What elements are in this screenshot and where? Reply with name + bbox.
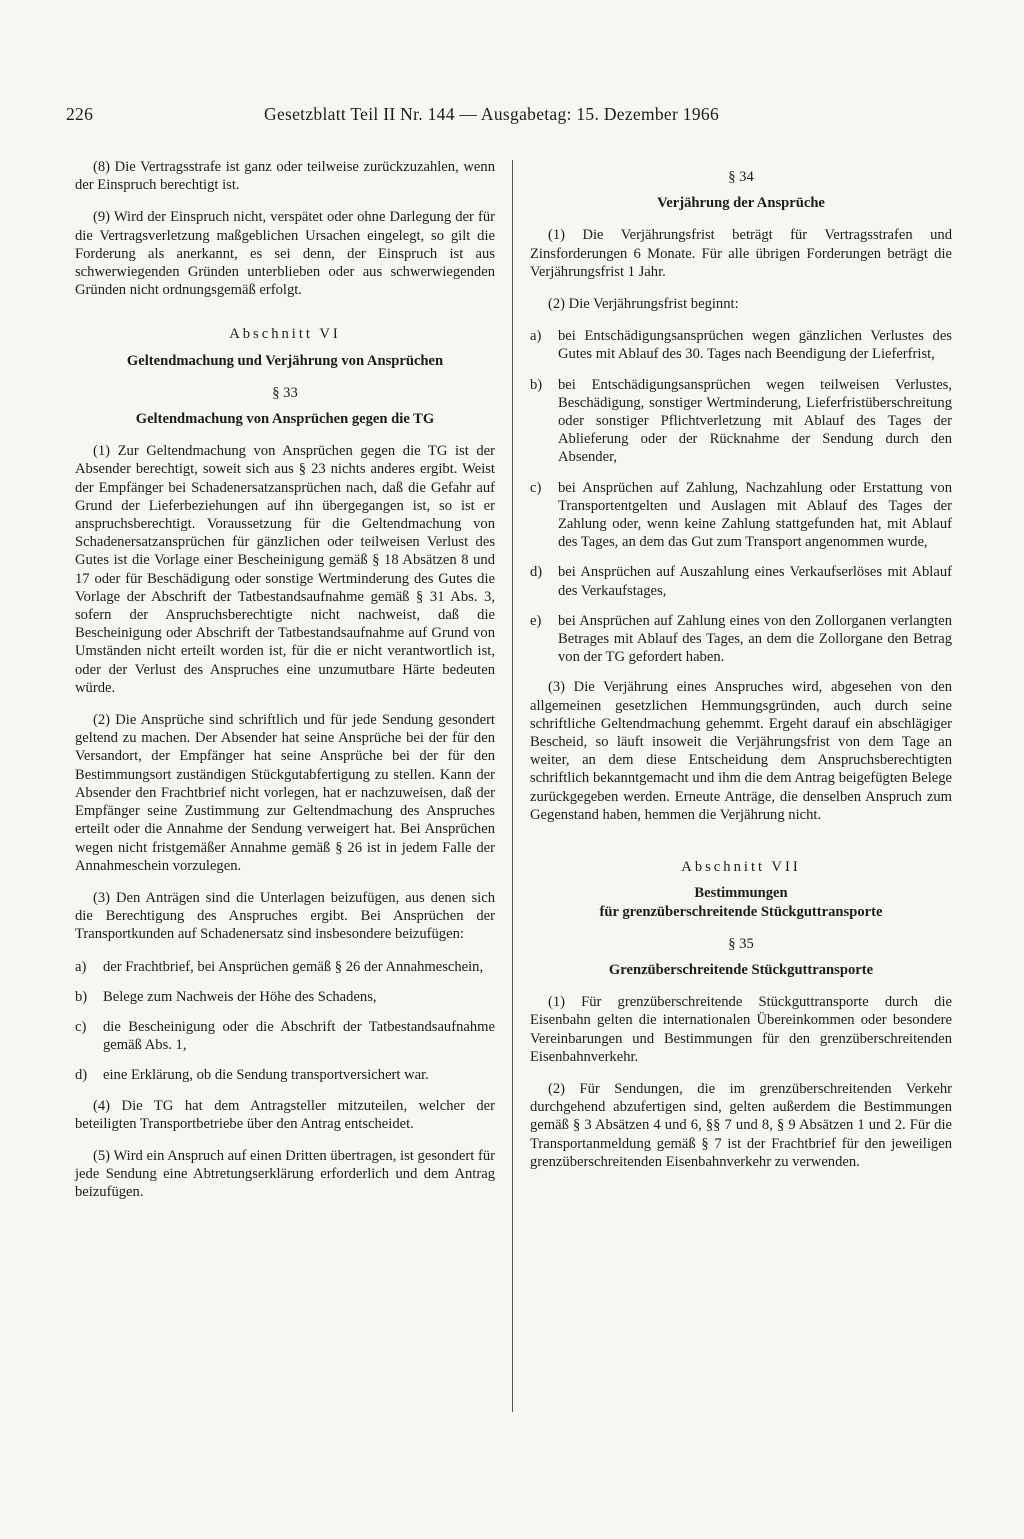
- section-34-paragraph-1: (1) Die Verjährungsfrist beträgt für Vertragsstrafen und Zinsforderungen 6 Monate. Für alle übrigen Forderungen beträgt die Verjährungsfrist 1 Jahr.: [530, 227, 952, 280]
- gazette-title: Gesetzblatt Teil II Nr. 144 — Ausgabetag: 15. Dezember 1966: [264, 104, 719, 124]
- section-33-paragraph-3: (3) Den Anträgen sind die Unterlagen beizufügen, aus denen sich die Berechtigung des Anspruches ergibt. Bei Ansprüchen der Transportkunden auf Schadenersatz sind insbesondere beizufügen:: [75, 889, 495, 943]
- right-column: [530, 158, 952, 1185]
- list-item-label: b): [530, 376, 543, 393]
- list-item-text: bei Ansprüchen auf Zahlung eines von den Zollorganen verlangten Betrages mit Ablauf des Tages, an dem die Zollorgane den Betrag von der TG gefordert haben.: [558, 612, 952, 666]
- list-item: [530, 563, 952, 599]
- abschnitt-vi-title: Geltendmachung und Verjährung von Ansprüchen: [126, 352, 444, 369]
- list-item: [75, 1018, 495, 1054]
- list-item: [75, 988, 495, 1006]
- left-column: [75, 158, 495, 1216]
- section-33-paragraph-5: (5) Wird ein Anspruch auf einen Dritten übertragen, ist gesondert für jede Sendung eine Abtretungserklärung erforderlich und dem Antrag beizufügen.: [75, 1147, 495, 1201]
- list-item: [530, 327, 952, 363]
- section-34-paragraph-3: (3) Die Verjährung eines Anspruches wird, abgesehen von den allgemeinen gesetzlichen Hemmungsgründen, auch durch seine schriftliche Geltendmachung gehemmt. Ergeht darauf ein abschlägiger Bescheid, so läuft insoweit die Verjährungsfrist von dem Tage an weiter, an dem diese Entscheidung dem Anspruchsberechtigten schriftlich bekanntgemacht und ihm die dem Antrag beigefügten Belege zurückgegeben werden. Erneute Anträge, die denselben Anspruch zum Gegenstand haben, hemmen die Verjährung nicht.: [530, 679, 952, 823]
- abschnitt-vii-title-line-1: Bestimmungen: [694, 885, 788, 902]
- section-33-label: § 33: [272, 384, 298, 401]
- list-item-label: a): [75, 958, 87, 975]
- section-35-title: Grenzüberschreitende Stückguttransporte: [608, 961, 874, 978]
- list-item-label: d): [530, 564, 543, 581]
- paragraph-8: (8) Die Vertragsstrafe ist ganz oder teilweise zurückzuzahlen, wenn der Einspruch berechtigt ist.: [75, 159, 495, 194]
- list-item-text: bei Entschädigungsansprüchen wegen teilweisen Verlustes, Beschädigung, sonstiger Wertminderung, Lieferfristüberschreitung oder sonstiger Pflichtverletzung mit Ablauf des Tages der Ablieferung oder der Rücknahme der Sendung durch den Absender,: [558, 376, 952, 466]
- list-item-text: bei Ansprüchen auf Zahlung, Nachzahlung oder Erstattung von Transportentgelten und Auslagen mit Ablauf des Tages der Zahlung oder, wenn keine Zahlung stattgefunden hat, mit Ablauf des Tages, an dem das Gut zum Transport angenommen wurde,: [558, 479, 952, 551]
- list-item-text: bei Entschädigungsansprüchen wegen gänzlichen Verlustes des Gutes mit Ablauf des 30. Tages nach Beendigung der Lieferfrist,: [558, 328, 952, 363]
- list-item-label: a): [530, 328, 542, 345]
- abschnitt-vii-title-line-2: für grenzüberschreitende Stückguttransporte: [599, 903, 883, 920]
- list-item-label: d): [75, 1067, 88, 1084]
- page-number: 226: [66, 104, 94, 124]
- paragraph-9: (9) Wird der Einspruch nicht, verspätet oder ohne Darlegung der für die Vertragsverletzung maßgeblichen Ursachen eingelegt, so gilt die Forderung als anerkannt, es sei denn, der Einspruch ist aus schwerwiegenden Gründen unterblieben oder aus schwerwiegenden Gründen nicht ordnungsgemäß erfolgt.: [75, 209, 495, 299]
- list-item-text: die Bescheinigung oder die Abschrift der Tatbestandsaufnahme gemäß Abs. 1,: [103, 1018, 495, 1054]
- section-33-paragraph-4: (4) Die TG hat dem Antragsteller mitzuteilen, welcher der beteiligten Transportbetriebe über den Antrag entscheidet.: [75, 1097, 495, 1132]
- list-item-text: der Frachtbrief, bei Ansprüchen gemäß § 26 der Annahmeschein,: [103, 958, 484, 975]
- section-35-paragraph-2: (2) Für Sendungen, die im grenzüberschreitenden Verkehr durchgehend abzufertigen sind, gelten außerdem die Bestimmungen gemäß § 3 Absätzen 4 und 6, §§ 7 und 8, § 9 Absätzen 1 und 2. Für die Transportanmeldung gemäß § 7 ist der Frachtbrief für den jeweiligen grenzüberschreitenden Eisenbahnverkehr zu verwenden.: [530, 1080, 952, 1170]
- list-item-text: Belege zum Nachweis der Höhe des Schadens,: [103, 988, 377, 1005]
- list-item: [530, 612, 952, 667]
- section-34-label: § 34: [728, 169, 754, 185]
- list-item-text: eine Erklärung, ob die Sendung transportversichert war.: [103, 1067, 429, 1084]
- section-33-paragraph-2: (2) Die Ansprüche sind schriftlich und für jede Sendung gesondert geltend zu machen. Der Absender hat seine Ansprüche bei der für den Versandort, der Empfänger hat seine Ansprüche bei der für den Bestimmungsort zuständigen Stückgutabfertigung zu stellen. Kann der Absender den Frachtbrief nicht vorlegen, hat er nachzuweisen, daß der Empfänger seine Zustimmung zur Geltendmachung des Anspruches erteilt oder die Annahme der Sendung verweigert hat. Bei Ansprüchen wegen nicht fristgemäßer Annahme gemäß § 26 ist in jedem Falle der Annahmeschein vorzulegen.: [75, 712, 495, 874]
- list-item-label: c): [530, 479, 542, 496]
- column-divider: [512, 160, 513, 1412]
- section-34-title: Verjährung der Ansprüche: [657, 195, 825, 212]
- abschnitt-vi-label: Abschnitt VI: [229, 326, 341, 343]
- section-35-paragraph-1: (1) Für grenzüberschreitende Stückguttransporte durch die Eisenbahn gelten die internationalen Übereinkommen oder besondere Vereinbarungen und Bestimmungen für den grenzüberschreitenden Eisenbahnverkehr.: [530, 994, 952, 1065]
- section-35-label: § 35: [728, 935, 754, 952]
- list-item: [530, 479, 952, 552]
- section-34-paragraph-2: (2) Die Verjährungsfrist beginnt:: [548, 296, 739, 313]
- list-item: [75, 958, 495, 976]
- section-33-paragraph-1: (1) Zur Geltendmachung von Ansprüchen gegen die TG ist der Absender berechtigt, soweit sich aus § 23 nichts anderes ergibt. Weist der Empfänger bei Schadenersatzansprüchen nach, daß die Gefahr auf Grund der Lieferbeziehungen auf ihn übergegangen ist, so ist er anspruchsberechtigt. Voraussetzung für die Geltendmachung von Schadenersatzansprüchen für gänzlichen oder teilweisen Verlust des Gutes ist die Vorlage einer Bescheinigung gemäß § 18 Absätzen 8 und 17 oder für Beschädigung oder sonstige Wertminderung des Gutes die Vorlage der Abschrift der Tatbestandsaufnahme gemäß § 31 Abs. 3, sofern der Anspruchsberechtigte nicht nachweist, daß die Bescheinigung oder Abschrift der Tatbestandsaufnahme auf Grund von Umständen nicht erteilt worden ist, für die er nicht verantwortlich ist, oder der Verlust des Anspruches eine unzumutbare Härte bedeuten würde.: [75, 443, 495, 696]
- abschnitt-vii-label: Abschnitt VII: [681, 859, 801, 876]
- list-item: [75, 1066, 495, 1084]
- list-item-text: bei Ansprüchen auf Auszahlung eines Verkaufserlöses mit Ablauf des Verkaufstages,: [558, 564, 952, 599]
- section-33-title: Geltendmachung von Ansprüchen gegen die TG: [135, 411, 435, 428]
- list-item-label: b): [75, 988, 88, 1005]
- list-item: [530, 376, 952, 467]
- list-item-label: e): [530, 612, 542, 629]
- list-item-label: c): [75, 1018, 87, 1035]
